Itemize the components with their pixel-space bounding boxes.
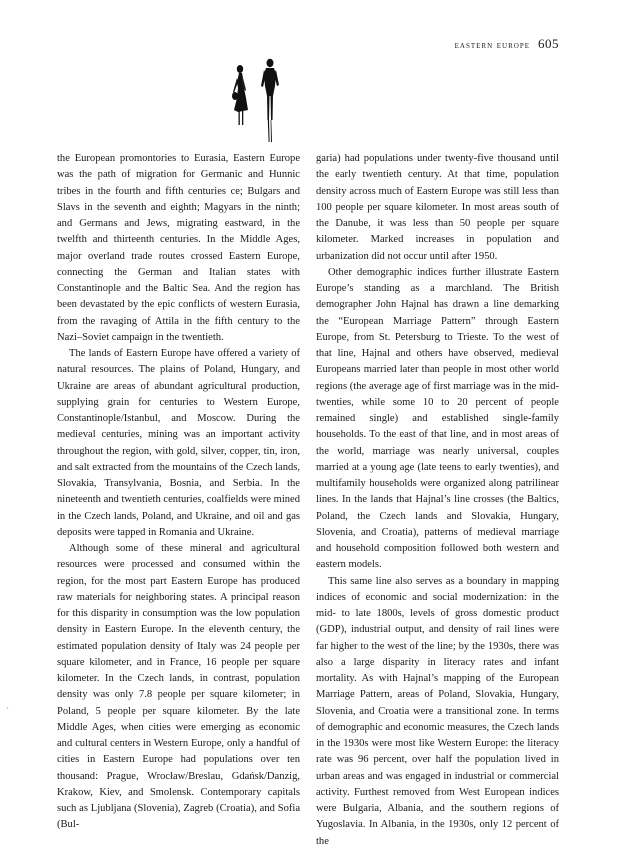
running-head-title: eastern europe	[454, 40, 530, 51]
stray-mark: ˏ	[6, 699, 9, 709]
paragraph: The lands of Eastern Europe have offered a variety of natural resources. The plains of Poland, Hungary, and Ukraine are areas of abundant agricultural production, supplying grain for centuries to Western Europe, Constantinople/Istanbul, and Moscow. During the medieval centuries, mining was an important activity throughout the region, with gold, silver, copper, tin, iron, and salt extracted from the mountains of the Czech lands, Slovakia, Transylvania, Bosnia, and Serbia. In the nineteenth and twentieth centuries, coalfields were mined in the Czech lands, Poland, and Ukraine, and oil and gas deposits were tapped in Romania and Ukraine.	[57, 348, 300, 538]
paragraph: This same line also serves as a boundary in mapping indices of economic and social modernization: in the mid- to late 1800s, levels of gross domestic product (GDP), industrial output, and density of rail lines were far higher to the west of the line; by the 1930s, there was also a large disparity in literacy rates and infant mortality. As with Hajnal’s mapping of the European Marriage Pattern, areas of Poland, Slovakia, Hungary, Slovenia, and Croatia were a transitional zone. In terms of demographic and economic measures, the Czech lands in the 1930s were most like Western Europe: the literacy rate was 96 percent, over half the population lived in urban areas and was engaged in industrial or commercial activity. Furthest removed from West European indices were Bulgaria, Albania, and the southern regions of Yugoslavia. In Albania, in the 1930s, only 12 percent of the	[316, 575, 559, 847]
running-head	[455, 36, 559, 52]
paragraph: the European promontories to Eurasia, Eastern Europe was the path of migration for Germanic and Hunnic tribes in the fourth and fifth centuries ce; Bulgars and Slavs in the seventh and eighth; Magyars in the ninth; and Germans and Jews, migrating eastward, in the twelfth and thirteenth centuries. In the Middle Ages, major overland trade routes crossed Eastern Europe, connecting the German and Italian states with Constantinople and the Baltic Sea. And the region has been devastated by the epic conflicts of western Eurasia, from the ravaging of Attila in the fifth century to the Nazi–Soviet campaign in the twentieth.	[57, 153, 300, 343]
paragraph: Although some of these mineral and agricultural resources were processed and consumed within the region, for the most part Eastern Europe has produced raw materials for neighboring states. A principal reason for this disparity in consumption was the low population density in Eastern Europe. In the eleventh century, the estimated population density of Italy was 24 people per square kilometer, and in France, 16 people per square kilometer. In the Czech lands, in contrast, population density was only 7.8 people per square kilometer; in Poland, 5 people per square kilometer. By the late Middle Ages, when cities were emerging as economic and cultural centers in Western Europe, only a handful of cities in Eastern Europe had populations over ten thousand: Prague, Wrocław/Breslau, Gdańsk/Danzig, Krakow, Kiev, and Smolensk. Contemporary capitals such as Ljubljana (Slovenia), Zagreb (Croatia), and Sofia (Bul-	[57, 543, 300, 831]
two-figures-illustration-icon	[222, 58, 302, 144]
page-number: 605	[538, 36, 559, 51]
text-column-right	[316, 151, 559, 850]
paragraph: Other demographic indices further illustrate Eastern Europe’s standing as a marchland. The British demographer John Hajnal has drawn a line demarking the “European Marriage Pattern” through Eastern Europe, from St. Petersburg to Trieste. To the west of that line, Hajnal and others have observed, medieval Europeans married later than people in most other world regions (the average age of first marriage was in the mid-twenties, while some 10 to 20 percent of people remained single) and established single-family households. To the east of that line, and in most areas of the world, marriage was nearly universal, couples married at a young age (late teens to early twenties), and multifamily households were organized along patrilinear lines. In the lands that Hajnal’s line crosses (the Baltics, Poland, the Czech lands and Slovakia, Hungary, Slovenia, and Croatia), patterns of medieval marriage and household composition followed both western and eastern models.	[316, 266, 559, 571]
text-column-left	[57, 151, 300, 834]
paragraph: garia) had populations under twenty-five thousand until the early twentieth century. At that time, population density across much of Eastern Europe was still less than 100 people per square kilometer. In most areas south of the Danube, it was less than 50 people per square kilometer. Marked increases in population and urbanization did not occur until after 1950.	[316, 153, 559, 262]
